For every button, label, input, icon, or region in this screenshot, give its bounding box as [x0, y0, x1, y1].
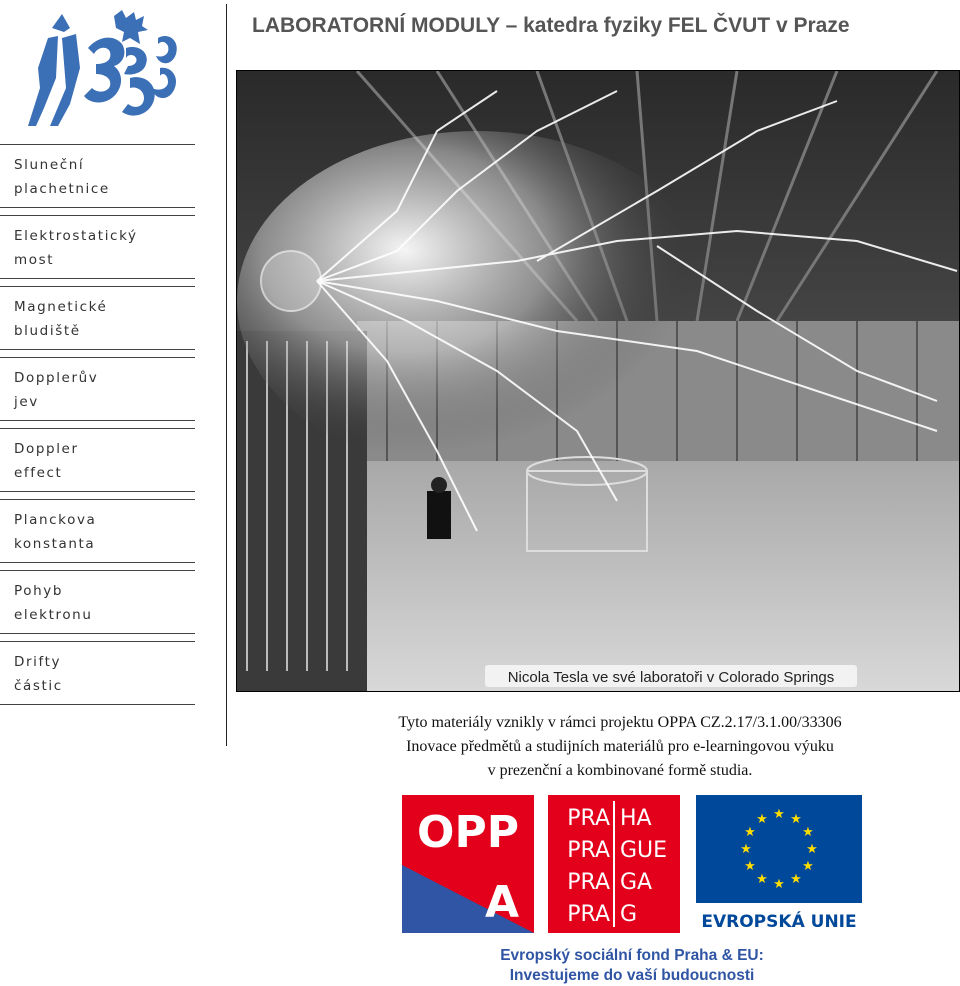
project-line: Inovace předmětů a studijních materiálů pro e-learningovou výuku	[406, 738, 834, 755]
eu-star-icon: ★	[790, 812, 802, 827]
praha-logo-left-1: PRA	[567, 806, 610, 831]
eu-star-icon: ★	[773, 877, 785, 892]
sidebar-item-label: Sluneční	[14, 157, 85, 173]
sidebar-divider	[226, 4, 227, 746]
sidebar-nav	[0, 144, 195, 712]
eu-star-icon: ★	[744, 825, 756, 840]
praha-logo-right-1: HA	[620, 806, 652, 831]
tesla-photo	[236, 70, 960, 692]
esf-slogan	[402, 946, 862, 986]
sidebar-item-doppler-effect[interactable]	[0, 428, 195, 492]
eu-star-icon: ★	[773, 807, 785, 822]
sidebar-item-label: Planckova	[14, 512, 97, 528]
sidebar-item-label: elektronu	[14, 607, 93, 623]
sidebar-item-label: Pohyb	[14, 583, 64, 599]
sidebar-item-label: Dopplerův	[14, 370, 99, 386]
eu-flag-logo	[696, 795, 862, 932]
esf-line: Evropský sociální fond Praha & EU:	[500, 947, 764, 964]
praha-logo-left-4: PRA	[567, 902, 610, 927]
sidebar-item-magneticke-bludiste[interactable]	[0, 286, 195, 350]
sidebar-item-slunecni-plachetnice[interactable]	[0, 144, 195, 208]
oppa-logo-text-top: OPP	[417, 807, 519, 858]
eu-star-icon: ★	[740, 842, 752, 857]
page-title: LABORATORNÍ MODULY – katedra fyziky FEL ČVUT v Praze	[252, 14, 850, 37]
oppa-logo-text-bottom: A	[484, 877, 520, 928]
sidebar-item-label: most	[14, 252, 55, 268]
sidebar-item-label: Magnetické	[14, 299, 108, 315]
eu-star-icon: ★	[756, 872, 768, 887]
praha-logo-right-3: GA	[620, 870, 653, 895]
sidebar-item-label: effect	[14, 465, 63, 481]
project-line: v prezenční a kombinované formě studia.	[487, 762, 753, 779]
eu-star-icon: ★	[802, 859, 814, 874]
tesla-lab-image	[237, 71, 959, 691]
project-info	[280, 711, 960, 783]
eu-star-icon: ★	[790, 872, 802, 887]
oppa-logo	[402, 795, 534, 933]
cvut-logo	[18, 8, 180, 130]
sidebar-item-label: Doppler	[14, 441, 79, 457]
eu-label: EVROPSKÁ UNIE	[701, 912, 857, 932]
sidebar-item-planckova-konstanta[interactable]	[0, 499, 195, 563]
praha-logo-right-4: G	[620, 902, 638, 927]
sidebar-item-label: Elektrostatický	[14, 228, 138, 244]
praha-logo-left-3: PRA	[567, 870, 610, 895]
esf-line: Investujeme do vaší budoucnosti	[509, 967, 755, 984]
photo-caption: Nicola Tesla ve své laboratoři v Colorado Springs	[507, 669, 835, 686]
sidebar-item-pohyb-elektronu[interactable]	[0, 570, 195, 634]
sidebar-item-label: jev	[14, 394, 39, 410]
sidebar-item-label: Drifty	[14, 654, 62, 670]
project-line: Tyto materiály vznikly v rámci projektu OPPA CZ.2.17/3.1.00/33306	[398, 714, 842, 731]
sidebar-item-label: částic	[14, 678, 63, 694]
sidebar-item-label: plachetnice	[14, 181, 110, 197]
eu-star-icon: ★	[744, 859, 756, 874]
sidebar-item-elektrostaticky-most[interactable]	[0, 215, 195, 279]
funding-logos	[402, 795, 862, 935]
praha-logo-right-2: GUE	[620, 838, 668, 863]
eu-star-icon: ★	[756, 812, 768, 827]
sidebar-item-label: konstanta	[14, 536, 96, 552]
praha-logo-left-2: PRA	[567, 838, 610, 863]
sidebar-item-doppleruv-jev[interactable]	[0, 357, 195, 421]
sidebar-item-label: bludiště	[14, 323, 81, 339]
sidebar-item-drifty-castic[interactable]	[0, 641, 195, 705]
eu-star-icon: ★	[802, 825, 814, 840]
praha-logo	[548, 795, 680, 933]
eu-star-icon: ★	[806, 842, 818, 857]
